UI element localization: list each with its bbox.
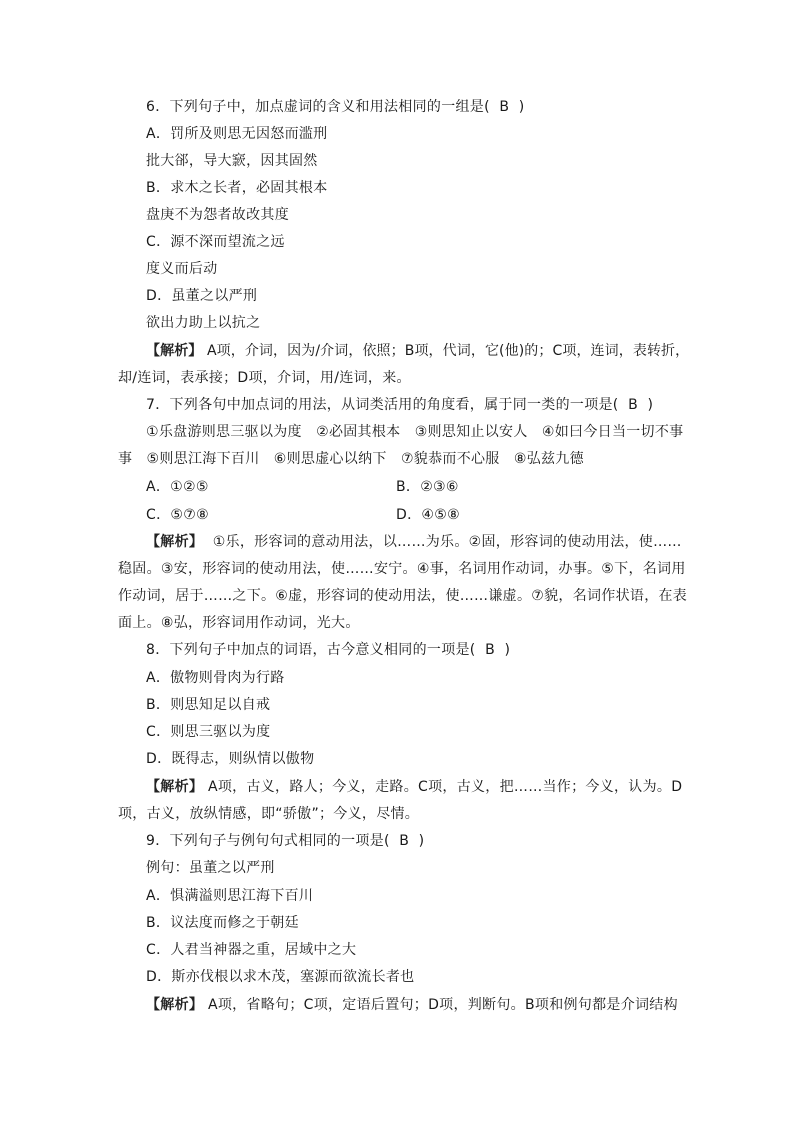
q7-analysis-line1: 【解析】 ①乐，形容词的意动用法，以……为乐。②固，形容词的使动用法，使…… — [146, 534, 682, 550]
q8-stem: 8．下列句子中加点的词语，古今意义相同的一项是( B ) — [146, 642, 511, 658]
q8-option-b: B．则思知足以自戒 — [146, 697, 271, 713]
analysis-tag: 【解析】 — [146, 534, 204, 550]
q7-option-d: D．④⑤⑧ — [396, 507, 460, 523]
q9-option-d: D．斯亦伐根以求木茂，塞源而欲流长者也 — [146, 969, 415, 985]
q6-option-c-line1: C．源不深而望流之远 — [146, 234, 285, 250]
q8-analysis-line1: 【解析】 A项，古义，路人；今义，走路。C项，古义，把……当作；今义，认为。D — [146, 779, 683, 795]
q6-option-c-line2: 度义而后动 — [146, 261, 218, 277]
q6-option-d-line1: D．虽董之以严刑 — [146, 288, 258, 304]
q7-option-a: A．①②⑤ — [146, 479, 209, 495]
q6-option-b-line1: B．求木之长者，必固其根本 — [146, 180, 328, 196]
q9-option-a: A．惧满溢则思江海下百川 — [146, 888, 314, 904]
q7-analysis-line4: 面上。⑧弘，形容词用作动词，光大。 — [118, 615, 360, 631]
q8-analysis-line2: 项，古义，放纵情感，即“骄傲”；今义，尽情。 — [118, 806, 420, 822]
q8-option-c: C．则思三驱以为度 — [146, 724, 271, 740]
q7-option-c: C．⑤⑦⑧ — [146, 507, 209, 523]
q6-option-a-line2: 批大郤，导大窾，因其固然 — [146, 153, 318, 169]
q7-analysis-line2: 稳固。③安，形容词的使动用法，使……安宁。④事，名词用作动词，办事。⑤下，名词用 — [118, 561, 686, 577]
q9-option-b: B．议法度而修之于朝廷 — [146, 915, 299, 931]
q6-stem: 6．下列句子中，加点虚词的含义和用法相同的一组是( B ) — [146, 99, 525, 115]
q8-option-d: D．既得志，则纵情以傲物 — [146, 751, 315, 767]
analysis-tag: 【解析】 — [146, 779, 204, 795]
q7-option-b: B．②③⑥ — [396, 479, 459, 495]
q9-stem: 9．下列句子与例句句式相同的一项是( B ) — [146, 833, 425, 849]
q6-analysis-line1: 【解析】 A项，介词，因为/介词，依照；B项，代词，它(他)的；C项，连词，表转折， — [146, 343, 690, 359]
q7-stem: 7．下列各句中加点词的用法，从词类活用的角度看，属于同一类的一项是( B ) — [146, 397, 654, 413]
q6-option-b-line2: 盘庚不为怨者故改其度 — [146, 207, 289, 223]
q9-analysis-line1: 【解析】 A项，省略句；C项，定语后置句；D项，判断句。B项和例句都是介词结构 — [146, 997, 678, 1013]
q9-option-c: C．人君当神器之重，居域中之大 — [146, 942, 357, 958]
q6-option-d-line2: 欲出力助上以抗之 — [146, 315, 261, 331]
analysis-tag: 【解析】 — [146, 343, 203, 359]
q9-example: 例句：虽董之以严刑 — [146, 860, 275, 876]
q7-items-line2: 事 ⑤则思江海下百川 ⑥则思虚心以纳下 ⑦貌恭而不心服 ⑧弘兹九德 — [118, 451, 584, 467]
q6-analysis-line2: 却/连词，表承接；D项，介词，用/连词，来。 — [118, 370, 411, 386]
q7-items-line1: ①乐盘游则思三驱以为度 ②必固其根本 ③则思知止以安人 ④如曰今日当一切不事 — [146, 424, 684, 440]
q6-option-a-line1: A．罚所及则思无因怒而滥刑 — [146, 126, 328, 142]
q7-analysis-line3: 作动词，居于……之下。⑥虚，形容词的使动用法，使……谦虚。⑦貌，名词作状语，在表 — [118, 588, 688, 604]
q8-option-a: A．傲物则骨肉为行路 — [146, 670, 285, 686]
analysis-tag: 【解析】 — [146, 997, 204, 1013]
